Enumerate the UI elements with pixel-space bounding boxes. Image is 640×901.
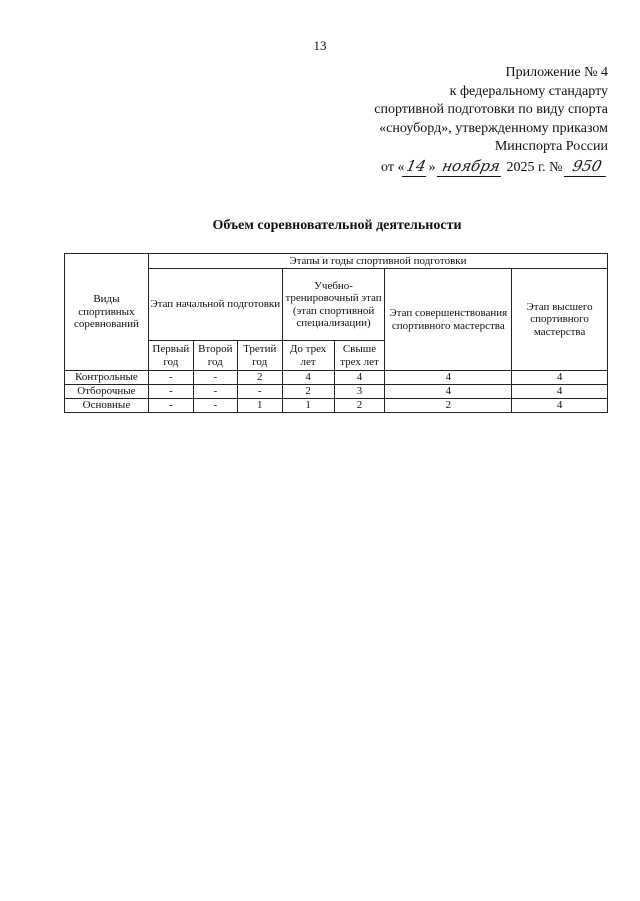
appendix-line: Минспорта России bbox=[494, 139, 608, 154]
header-year-third: Третий год bbox=[237, 341, 282, 371]
table-cell: - bbox=[237, 385, 282, 399]
handwritten-order-number: 950 bbox=[564, 157, 610, 177]
table-cell: 4 bbox=[512, 385, 608, 399]
appendix-line: к федеральному стандарту bbox=[449, 83, 608, 99]
table-cell: 2 bbox=[282, 385, 334, 399]
row-name: Контрольные bbox=[65, 371, 149, 385]
date-prefix: от « bbox=[381, 159, 405, 175]
table-cell: 2 bbox=[385, 399, 512, 413]
table-cell: 1 bbox=[237, 399, 282, 413]
table-cell: 1 bbox=[282, 399, 334, 413]
header-up-to-three-years: До трех лет bbox=[282, 341, 334, 371]
header-year-first: Первый год bbox=[148, 341, 193, 371]
table-cell: - bbox=[148, 399, 193, 413]
table-cell: - bbox=[148, 385, 193, 399]
table-cell: - bbox=[193, 385, 237, 399]
competition-table bbox=[64, 253, 608, 413]
header-stage-higher: Этап высшего спортивного мастерства bbox=[512, 269, 608, 371]
header-stage-initial: Этап начальной подготовки bbox=[148, 269, 282, 341]
table-cell: 2 bbox=[334, 399, 385, 413]
header-year-second: Второй год bbox=[193, 341, 237, 371]
table-row bbox=[65, 371, 608, 385]
table-cell: 4 bbox=[512, 399, 608, 413]
header-stage-training: Учебно-тренировочный этап (этап спортивной специализации) bbox=[282, 269, 385, 341]
table-row bbox=[65, 399, 608, 413]
appendix-line: спортивной подготовки по виду спорта bbox=[374, 102, 608, 117]
order-year-label: 2025 г. № bbox=[506, 159, 563, 175]
row-name: Отборочные bbox=[65, 385, 149, 399]
table-cell: 4 bbox=[385, 371, 512, 385]
date-day-close: » bbox=[428, 159, 436, 175]
header-stage-improvement: Этап совершенствования спортивного мастерства bbox=[385, 269, 512, 371]
appendix-line: «сноуборд», утвержденному приказом bbox=[379, 120, 608, 136]
table-cell: 2 bbox=[237, 371, 282, 385]
document-title: Объем соревновательной деятельности bbox=[212, 218, 462, 233]
table-cell: 3 bbox=[334, 385, 385, 399]
table-cell: - bbox=[193, 399, 237, 413]
table-cell: - bbox=[148, 371, 193, 385]
appendix-line: Приложение № 4 bbox=[505, 65, 608, 80]
table-row bbox=[65, 385, 608, 399]
appendix-block bbox=[308, 64, 608, 177]
table-cell: 4 bbox=[385, 385, 512, 399]
table-cell: 4 bbox=[512, 371, 608, 385]
handwritten-month: ноября bbox=[437, 157, 505, 177]
handwritten-day: 14 bbox=[402, 157, 430, 177]
header-over-three-years: Свыше трех лет bbox=[334, 341, 385, 371]
table-cell: 4 bbox=[334, 371, 385, 385]
order-date-line bbox=[308, 157, 608, 178]
table-cell: - bbox=[193, 371, 237, 385]
table-cell: 4 bbox=[282, 371, 334, 385]
header-training-stages: Этапы и годы спортивной подготовки bbox=[148, 254, 607, 269]
row-name: Основные bbox=[65, 399, 149, 413]
page-number: 13 bbox=[313, 38, 327, 53]
header-competition-types: Виды спортивных соревнований bbox=[65, 254, 149, 371]
